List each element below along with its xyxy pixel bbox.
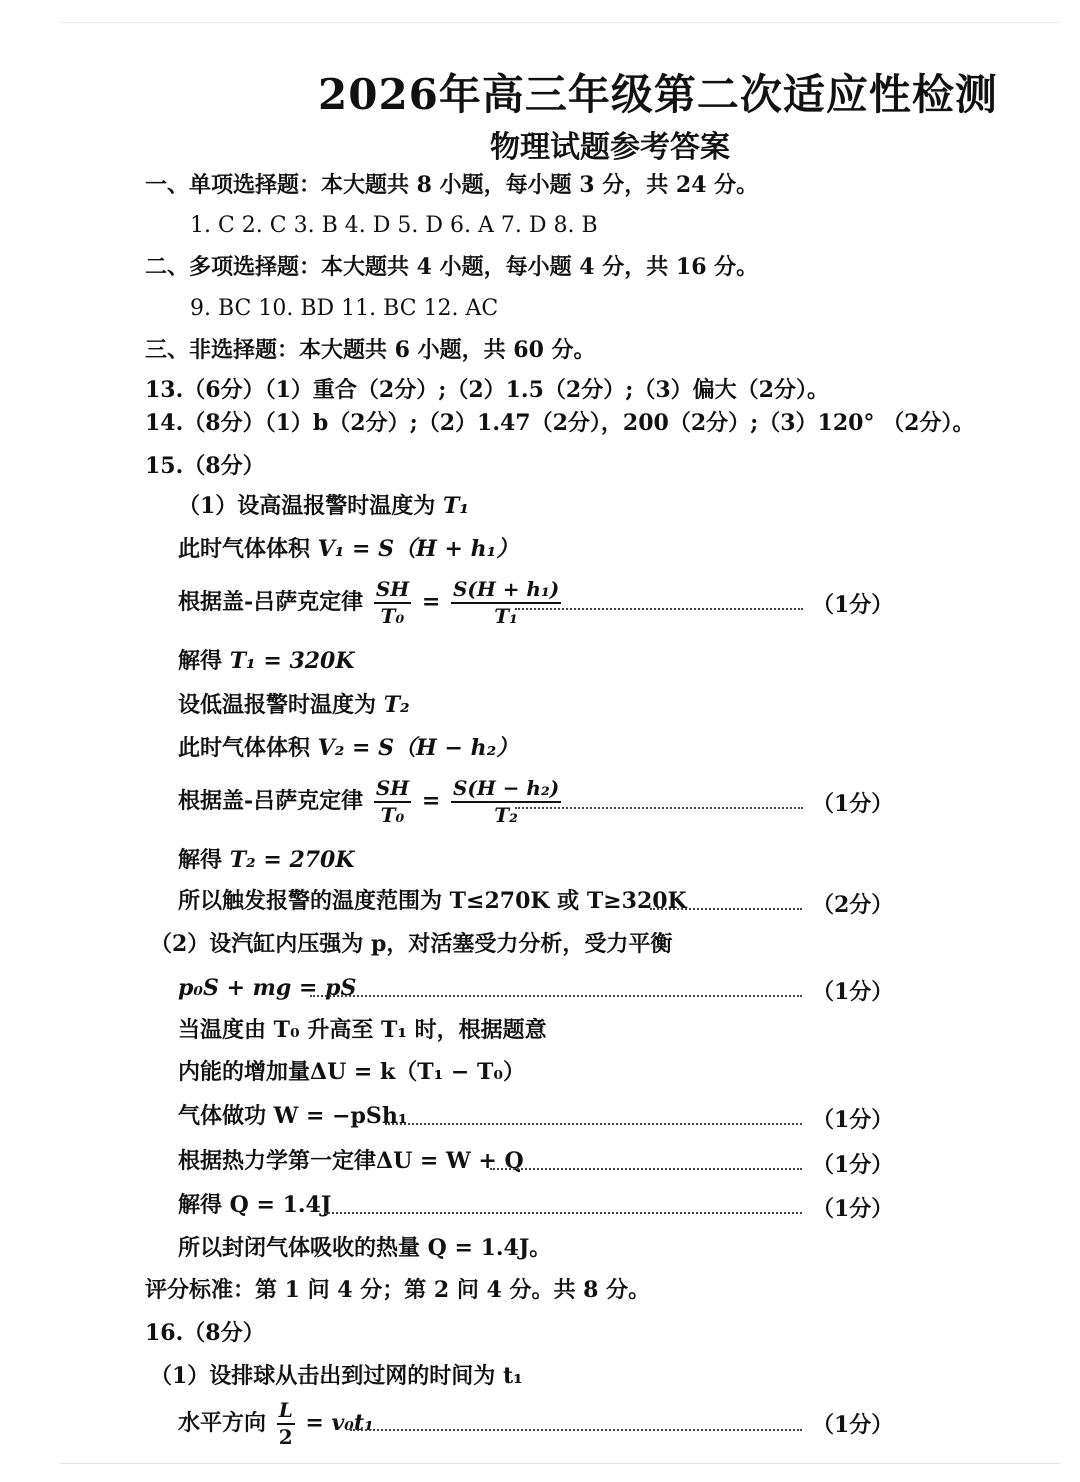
page-title: 2026年高三年级第二次适应性检测 [318,70,998,119]
leader-dots [385,1121,802,1125]
page-subtitle: 物理试题参考答案 [490,130,730,165]
fraction-sh-t0 [374,776,411,828]
fraction-sh2-t2 [451,776,561,828]
q15-line6-text: 此时气体体积 [178,735,311,761]
q16-line2-text: 水平方向 [178,1410,267,1436]
leader-dots [310,993,802,997]
q15-line11-eq: p₀S + mg = pS [178,975,357,1001]
q16-line2 [178,1398,374,1450]
q16-header: 16.（8分） [145,1320,265,1346]
q15-line10: （2）设汽缸内压强为 p，对活塞受力分析，受力平衡 [150,931,673,957]
grading-note: 评分标准：第 1 问 4 分；第 2 问 4 分。共 8 分。 [145,1277,651,1303]
section1-answers: 1. C 2. C 3. B 4. D 5. D 6. A 7. D 8. B [190,213,598,238]
q15-line8-eq: T₂ = 270K [229,847,355,873]
section2-answers: 9. BC 10. BD 11. BC 12. AC [190,296,499,321]
section2-heading: 二、多项选择题：本大题共 4 小题，每小题 4 分，共 16 分。 [145,254,759,280]
q15-line16: 解得 Q = 1.4J [178,1192,332,1218]
q15-line7: 根据盖-吕萨克定律 $\frac{SH}{\text{T₀}}$ = $\frac{\text{S(H − h₂)}}{\text{T₂}}$ [178,776,560,827]
q15-line5 [178,692,410,718]
fraction-numerator: L [277,1398,295,1425]
score-mark: （1分） [812,791,894,817]
leader-dots [515,606,803,610]
score-mark: （1分） [812,1107,894,1133]
score-mark: （1分） [812,1196,894,1222]
fraction-numerator: SH [374,776,411,803]
q15-line7-text: 根据盖-吕萨克定律 [178,788,364,814]
leader-dots [490,1166,802,1170]
leader-dots [650,906,802,910]
q15-line1-var: T₁ [442,493,469,519]
leader-dots [325,1210,802,1214]
fraction-sh1-t1 [451,577,561,629]
q15-line1-text: （1）设高温报警时温度为 [178,493,436,519]
q15-line13: 内能的增加量ΔU = k（T₁ − T₀） [178,1059,526,1085]
q15-line2-eq: V₁ = S（H + h₁） [317,536,519,562]
score-mark: （1分） [812,592,894,618]
q13-answer: 13.（6分）（1）重合（2分）;（2）1.5（2分）;（3）偏大（2分）。 [145,377,829,403]
fraction-denominator: T₁ [494,604,518,628]
q15-line6 [178,735,518,761]
section1-heading: 一、单项选择题：本大题共 8 小题，每小题 3 分，共 24 分。 [145,172,759,198]
fraction-denominator: 2 [278,1425,293,1449]
q16-line2-eq: = v₀t₁ [305,1410,374,1436]
q16-line1: （1）设排球从击出到过网的时间为 t₁ [150,1363,523,1389]
q15-line1 [178,493,469,519]
q15-line3: 根据盖-吕萨克定律 $\frac{SH}{\text{T₀}}$ = $\frac{\text{S(H + h₁)}}{\text{T₁}}$ [178,577,560,628]
q15-line6-eq: V₂ = S（H − h₂） [317,735,519,761]
q15-line14: 气体做功 W = −pSh₁ [178,1103,408,1129]
q15-line2-text: 此时气体体积 [178,536,311,562]
fraction-sh-t0 [374,577,411,629]
q15-line5-var: T₂ [383,692,410,718]
fraction-denominator: T₀ [380,803,405,827]
q15-line9: 所以触发报警的温度范围为 T≤270K 或 T≥320K [178,888,687,914]
section3-heading: 三、非选择题：本大题共 6 小题，共 60 分。 [145,337,596,363]
fraction-numerator: S(H − h₂) [451,776,561,803]
q15-line17: 所以封闭气体吸收的热量 Q = 1.4J。 [178,1235,552,1261]
q15-line12: 当温度由 T₀ 升高至 T₁ 时，根据题意 [178,1017,547,1043]
leader-dots [515,805,803,809]
fraction-l-2 [277,1398,295,1450]
q15-line15: 根据热力学第一定律ΔU = W + Q [178,1148,524,1174]
q15-header: 15.（8分） [145,453,265,479]
score-mark: （2分） [812,892,894,918]
fraction-denominator: T₂ [494,803,518,827]
q15-line4-text: 解得 [178,648,223,674]
leader-dots [350,1427,802,1431]
score-mark: （1分） [812,1412,894,1438]
q15-line2 [178,536,518,562]
q15-line8-text: 解得 [178,847,223,873]
fraction-numerator: SH [374,577,411,604]
q15-line5-text: 设低温报警时温度为 [178,692,377,718]
q15-line4-eq: T₁ = 320K [229,648,355,674]
score-mark: （1分） [812,1152,894,1178]
fraction-numerator: S(H + h₁) [451,577,561,604]
fraction-denominator: T₀ [380,604,405,628]
score-mark: （1分） [812,979,894,1005]
q15-line8 [178,847,355,873]
q15-line4 [178,648,355,674]
q14-answer: 14.（8分）（1）b（2分）;（2）1.47（2分），200（2分）;（3）120° （2分）。 [145,410,975,436]
q15-line3-text: 根据盖-吕萨克定律 [178,589,364,615]
q15-line11 [178,975,356,1001]
